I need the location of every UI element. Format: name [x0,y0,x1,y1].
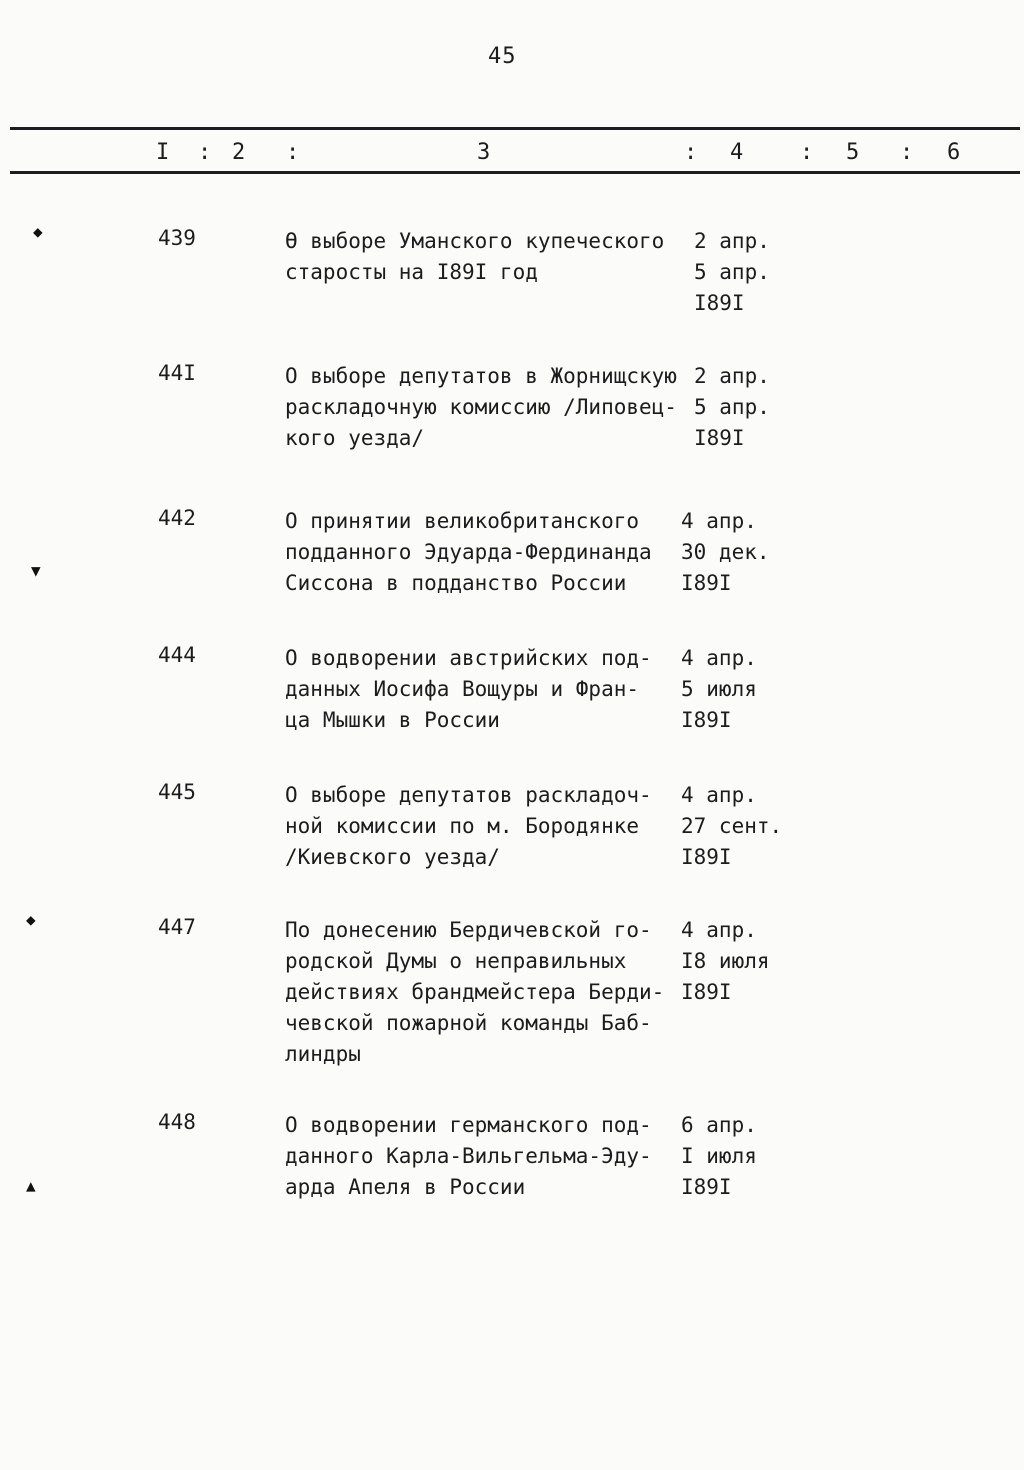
scan-mark: ▼ [31,561,41,580]
date-line: 2 апр. [694,229,770,253]
description-line: ца Мышки в России [285,708,500,732]
entry-dates [681,506,770,599]
description-line: раскладочную комиссию /Липовец- [285,395,677,419]
description-line: старосты на I89I год [285,260,538,284]
entry-number: 445 [158,780,196,804]
header-rule-bottom [10,171,1020,174]
date-line: 4 апр. [681,783,757,807]
description-line: чевской пожарной команды Баб- [285,1011,652,1035]
description-line: действиях брандмейстера Берди- [285,980,665,1004]
entry-number: 44I [158,361,196,385]
date-line: I89I [681,708,732,732]
date-line: 5 апр. [694,395,770,419]
date-line: I июля [681,1144,757,1168]
date-line: I89I [694,426,745,450]
column-header-4: 4 [730,140,744,165]
column-separator: : [800,140,814,165]
date-line: I89I [694,291,745,315]
description-line: родской Думы о неправильных [285,949,627,973]
description-line: кого уезда/ [285,426,425,450]
date-line: I89I [681,980,732,1004]
date-line: I89I [681,1175,732,1199]
date-line: 27 сент. [681,814,783,838]
description-line: Сиссона в подданство России [285,571,627,595]
description-line: данных Иосифа Вощуры и Фран- [285,677,640,701]
column-separator: : [198,140,212,165]
description-line: О выборе депутатов раскладоч- [285,783,652,807]
date-line: 5 июля [681,677,757,701]
entry-description [285,915,685,1070]
description-line: О выборе депутатов в Жорнищскую [285,364,677,388]
date-line: 6 апр. [681,1113,757,1137]
date-line: 30 дек. [681,540,770,564]
description-line: данного Карла-Вильгельма-Эду- [285,1144,652,1168]
date-line: 5 апр. [694,260,770,284]
date-line: 2 апр. [694,364,770,388]
date-line: I89I [681,845,732,869]
entry-number: 448 [158,1110,196,1134]
entry-number: 439 [158,226,196,250]
description-line: подданного Эдуарда-Фердинанда [285,540,652,564]
date-line: I89I [681,571,732,595]
column-header-6: 6 [947,140,961,165]
description-line: По донесению Бердичевской го- [285,918,652,942]
column-header-1: I [156,140,170,165]
entry-dates [681,643,757,736]
description-line: арда Апеля в России [285,1175,526,1199]
column-separator: : [286,140,300,165]
entry-dates [681,780,782,873]
entry-description [285,361,685,454]
entry-description [285,643,685,736]
entry-number: 447 [158,915,196,939]
header-rule-top [10,127,1020,130]
entry-description [285,780,685,873]
entry-description [285,506,685,599]
entry-number: 442 [158,506,196,530]
date-line: I8 июля [681,949,770,973]
scan-mark: ◆ [26,910,36,929]
column-header-2: 2 [232,140,246,165]
description-line: О принятии великобританского [285,509,640,533]
entry-dates [681,1110,757,1203]
description-line: линдры [285,1042,361,1066]
description-line: О водворении германского под- [285,1113,652,1137]
description-line: ной комиссии по м. Бородянке [285,814,640,838]
entry-description [285,226,685,288]
scan-mark: ◆ [33,222,43,241]
scan-mark: ▲ [26,1176,36,1195]
description-line: Ө выборе Уманского купеческого [285,229,665,253]
description-line: /Киевского уезда/ [285,845,500,869]
entry-number: 444 [158,643,196,667]
entry-dates [694,226,770,319]
date-line: 4 апр. [681,918,757,942]
date-line: 4 апр. [681,509,757,533]
entry-dates [681,915,770,1008]
entry-dates [694,361,770,454]
column-separator: : [684,140,698,165]
column-separator: : [900,140,914,165]
column-header-3: 3 [477,140,491,165]
page-number: 45 [488,44,517,69]
description-line: О водворении австрийских под- [285,646,652,670]
column-header-5: 5 [846,140,860,165]
date-line: 4 апр. [681,646,757,670]
entry-description [285,1110,685,1203]
